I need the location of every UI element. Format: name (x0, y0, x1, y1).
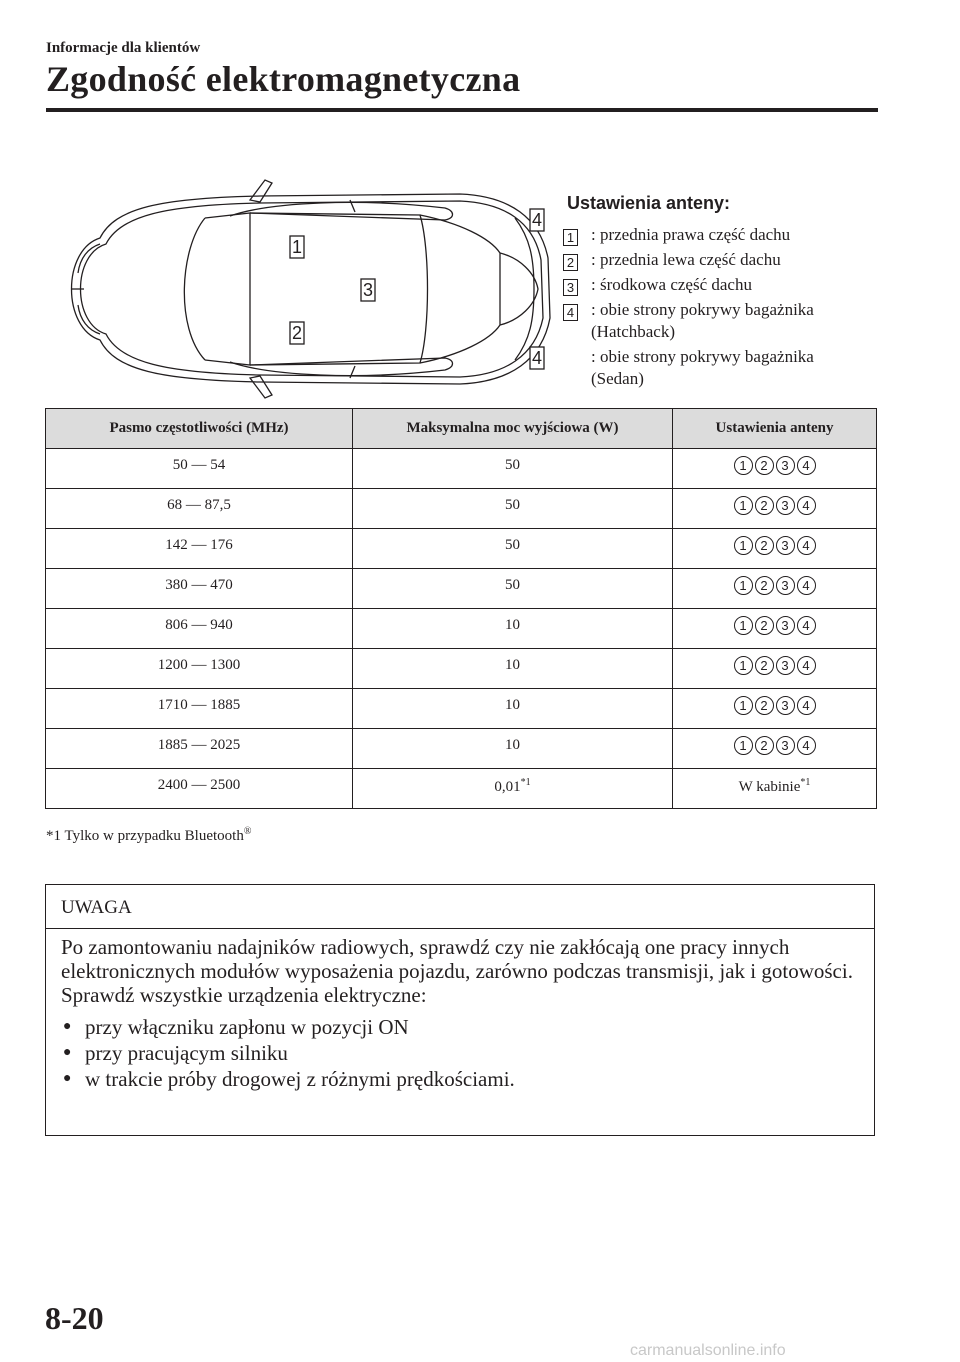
list-item: ● przy pracującym silniku (61, 1041, 859, 1065)
legend-item (563, 249, 863, 271)
antenna-position-circle: 2 (755, 576, 774, 595)
legend-title: Ustawienia anteny: (567, 193, 731, 213)
legend-number-box: 4 (563, 304, 578, 321)
cell-antenna (673, 449, 877, 489)
list-item: ● w trakcie próby drogowej z różnymi prędkościami. (61, 1067, 859, 1091)
legend-text: : przednia prawa część dachu (591, 225, 791, 244)
cell-band: 68 — 87,5 (46, 489, 353, 529)
antenna-position-circle: 3 (776, 656, 795, 675)
legend-text: : przednia lewa część dachu (591, 250, 781, 269)
note-body (46, 929, 874, 1091)
antenna-position-circle: 4 (797, 496, 816, 515)
rear-window (420, 215, 500, 363)
antenna-position-circle: 2 (755, 616, 774, 635)
cell-power (353, 649, 673, 689)
note-bullet-list (61, 1015, 859, 1091)
antenna-position-set (734, 576, 816, 595)
column-header-antenna: Ustawienia anteny (673, 409, 877, 449)
antenna-position-circle: 1 (734, 736, 753, 755)
watermark: carmanualsonline.info (630, 1342, 786, 1359)
antenna-position-circle: 1 (734, 536, 753, 555)
table-row (46, 569, 877, 609)
table-row (46, 449, 877, 489)
footnote-ref: *1 (520, 777, 531, 788)
cell-antenna (673, 609, 877, 649)
antenna-position-circle: 1 (734, 456, 753, 475)
roof (250, 213, 428, 365)
title-divider (46, 108, 878, 112)
car-label-3: 3 (362, 280, 374, 300)
table-row (46, 729, 877, 769)
column-header-band: Pasmo częstotliwości (MHz) (46, 409, 353, 449)
cell-power (353, 529, 673, 569)
car-top-view-illustration (60, 178, 558, 400)
cell-antenna (673, 649, 877, 689)
antenna-position-circle: 4 (797, 456, 816, 475)
power-value: 50 (505, 457, 520, 473)
legend-item (563, 274, 863, 296)
antenna-legend (563, 192, 863, 393)
power-value: 50 (505, 497, 520, 513)
table-header-row (46, 409, 877, 449)
column-header-power: Maksymalna moc wyjściowa (W) (353, 409, 673, 449)
antenna-position-set (734, 736, 816, 755)
antenna-position-set (734, 656, 816, 675)
cell-power (353, 609, 673, 649)
antenna-position-circle: 3 (776, 456, 795, 475)
page-number: 8-20 (45, 1300, 104, 1336)
note-paragraph: Po zamontowaniu nadajników radiowych, sprawdź czy nie zakłócają one pracy innych elektronicznych modułów wyposażenia pojazdu, zarówno podczas transmisji, jak i gotowości. (61, 935, 853, 983)
legend-text: : środkowa część dachu (591, 275, 752, 294)
legend-number-box: 2 (563, 254, 578, 271)
legend-item-sedan (563, 346, 863, 390)
power-value: 0,01 (494, 779, 521, 795)
cell-antenna (673, 769, 877, 809)
footnote-ref: *1 (800, 777, 811, 788)
cell-power (353, 689, 673, 729)
antenna-position-circle: 2 (755, 456, 774, 475)
legend-number-box: 3 (563, 279, 578, 296)
cell-band: 1710 — 1885 (46, 689, 353, 729)
note-box (45, 884, 875, 1136)
cell-antenna (673, 569, 877, 609)
legend-item (563, 299, 863, 343)
antenna-position-circle: 1 (734, 616, 753, 635)
power-value: 10 (505, 657, 520, 673)
table-row (46, 649, 877, 689)
antenna-position-circle: 3 (776, 616, 795, 635)
antenna-position-set (734, 536, 816, 555)
note-heading: UWAGA (46, 885, 874, 929)
antenna-position-circle: 2 (755, 496, 774, 515)
antenna-position-circle: 4 (797, 736, 816, 755)
antenna-position-set (734, 496, 816, 515)
power-value: 10 (505, 737, 520, 753)
left-mirror (250, 376, 272, 398)
table-row (46, 489, 877, 529)
antenna-position-circle: 4 (797, 656, 816, 675)
cell-band: 1885 — 2025 (46, 729, 353, 769)
right-mirror (250, 180, 272, 202)
antenna-position-circle: 1 (734, 496, 753, 515)
antenna-position-circle: 4 (797, 696, 816, 715)
antenna-position-set (734, 616, 816, 635)
legend-text: : obie strony pokrywy bagażnika (Hatchback) (591, 300, 814, 341)
antenna-position-circle: 4 (797, 536, 816, 555)
car-label-4-top: 4 (531, 210, 543, 230)
registered-mark: ® (243, 826, 252, 837)
cell-band: 380 — 470 (46, 569, 353, 609)
antenna-position-circle: 3 (776, 736, 795, 755)
cell-band: 50 — 54 (46, 449, 353, 489)
antenna-position-circle: 2 (755, 696, 774, 715)
car-label-2: 2 (291, 323, 303, 343)
table-body (46, 449, 877, 809)
power-value: 50 (505, 537, 520, 553)
car-body-outline (72, 194, 551, 384)
cell-antenna (673, 529, 877, 569)
section-header: Informacje dla klientów (46, 40, 201, 56)
table-row (46, 609, 877, 649)
footnote (46, 826, 251, 845)
footnote-text: *1 Tylko w przypadku Bluetooth (46, 828, 244, 844)
antenna-position-circle: 2 (755, 656, 774, 675)
cell-band: 806 — 940 (46, 609, 353, 649)
table-row (46, 529, 877, 569)
antenna-position-circle: 2 (755, 736, 774, 755)
antenna-position-circle: 3 (776, 576, 795, 595)
car-label-1: 1 (291, 237, 303, 257)
cell-antenna (673, 729, 877, 769)
power-value: 10 (505, 697, 520, 713)
antenna-position-circle: 4 (797, 576, 816, 595)
cell-power (353, 569, 673, 609)
legend-number-box: 1 (563, 229, 578, 246)
cell-power (353, 449, 673, 489)
cell-power (353, 489, 673, 529)
car-label-4-bottom: 4 (531, 348, 543, 368)
list-item: ● przy włączniku zapłonu w pozycji ON (61, 1015, 859, 1039)
legend-text: : obie strony pokrywy bagażnika (Sedan) (591, 347, 814, 388)
antenna-position-circle: 4 (797, 616, 816, 635)
cell-power (353, 769, 673, 809)
note-paragraph: Sprawdź wszystkie urządzenia elektryczne: (61, 983, 427, 1007)
cell-antenna (673, 489, 877, 529)
cell-power (353, 729, 673, 769)
table-row (46, 689, 877, 729)
antenna-position-circle: 3 (776, 496, 795, 515)
antenna-position-set (734, 456, 816, 475)
frequency-table (45, 408, 877, 809)
antenna-position-circle: 2 (755, 536, 774, 555)
cell-band: 1200 — 1300 (46, 649, 353, 689)
antenna-position-set (734, 696, 816, 715)
legend-item (563, 224, 863, 246)
antenna-position-circle: 1 (734, 576, 753, 595)
antenna-position-circle: 1 (734, 656, 753, 675)
antenna-text: W kabinie (738, 779, 801, 795)
power-value: 10 (505, 617, 520, 633)
windshield (184, 218, 205, 360)
antenna-position-circle: 1 (734, 696, 753, 715)
cell-band: 142 — 176 (46, 529, 353, 569)
cell-antenna (673, 689, 877, 729)
antenna-position-circle: 3 (776, 696, 795, 715)
cell-band: 2400 — 2500 (46, 769, 353, 809)
page-title: Zgodność elektromagnetyczna (46, 59, 521, 99)
power-value: 50 (505, 577, 520, 593)
table-row (46, 769, 877, 809)
antenna-position-circle: 3 (776, 536, 795, 555)
